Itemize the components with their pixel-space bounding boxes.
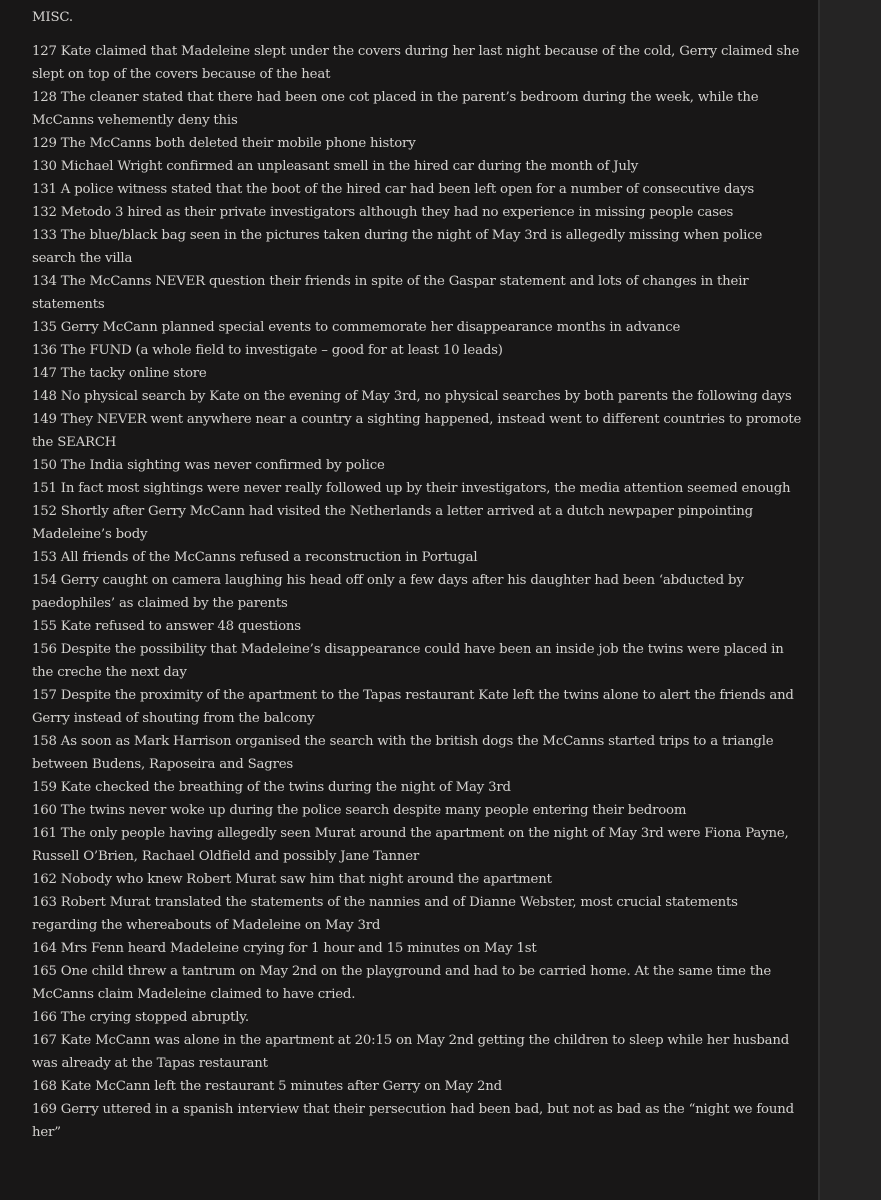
list-item: 166 The crying stopped abruptly. <box>32 1010 249 1025</box>
list-item: 136 The FUND (a whole field to investigate – good for at least 10 leads) <box>32 343 503 358</box>
right-rail <box>818 0 881 1200</box>
misc-list-block <box>32 6 802 1144</box>
list-item: 162 Nobody who knew Robert Murat saw him that night around the apartment <box>32 872 552 887</box>
list-item: 129 The McCanns both deleted their mobile phone history <box>32 136 416 151</box>
list-item: 148 No physical search by Kate on the evening of May 3rd, no physical searches by both parents the following days <box>32 389 792 404</box>
list-item: 131 A police witness stated that the boot of the hired car had been left open for a number of consecutive days <box>32 182 755 197</box>
list-item: 135 Gerry McCann planned special events to commemorate her disappearance months in advance <box>32 320 681 335</box>
list-item: 159 Kate checked the breathing of the twins during the night of May 3rd <box>32 780 511 795</box>
list-item: 163 Robert Murat translated the statements of the nannies and of Dianne Webster, most crucial statements regarding the whereabouts of Madeleine on May 3rd <box>32 895 738 933</box>
list-item: 150 The India sighting was never confirmed by police <box>32 458 385 473</box>
list-item: 160 The twins never woke up during the police search despite many people entering their bedroom <box>32 803 687 818</box>
section-title: MISC. <box>32 10 73 25</box>
list-item: 152 Shortly after Gerry McCann had visited the Netherlands a letter arrived at a dutch newpaper pinpointing Madeleine’s body <box>32 504 753 542</box>
list-item: 158 As soon as Mark Harrison organised the search with the british dogs the McCanns started trips to a triangle between Budens, Raposeira and Sagres <box>32 734 774 772</box>
list-item: 149 They NEVER went anywhere near a country a sighting happened, instead went to different countries to promote the SEARCH <box>32 412 802 450</box>
list-item: 127 Kate claimed that Madeleine slept under the covers during her last night because of the cold, Gerry claimed she slept on top of the covers because of the heat <box>32 44 800 82</box>
list-item: 151 In fact most sightings were never really followed up by their investigators, the media attention seemed enough <box>32 481 791 496</box>
list-item: 167 Kate McCann was alone in the apartment at 20:15 on May 2nd getting the children to sleep while her husband was already at the Tapas restaurant <box>32 1033 790 1071</box>
list-item: 147 The tacky online store <box>32 366 207 381</box>
list-item: 161 The only people having allegedly seen Murat around the apartment on the night of May 3rd were Fiona Payne, Russell O’Brien, Rachael Oldfield and possibly Jane Tanner <box>32 826 789 864</box>
list-item: 128 The cleaner stated that there had been one cot placed in the parent’s bedroom during the week, while the McCanns vehemently deny this <box>32 90 759 128</box>
list-item: 153 All friends of the McCanns refused a reconstruction in Portugal <box>32 550 478 565</box>
list-item: 157 Despite the proximity of the apartment to the Tapas restaurant Kate left the twins alone to alert the friends and Gerry instead of shouting from the balcony <box>32 688 794 726</box>
list-item: 155 Kate refused to answer 48 questions <box>32 619 301 634</box>
list-item: 169 Gerry uttered in a spanish interview that their persecution had been bad, but not as bad as the “night we found her” <box>32 1102 794 1140</box>
list-item: 168 Kate McCann left the restaurant 5 minutes after Gerry on May 2nd <box>32 1079 502 1094</box>
list-item: 154 Gerry caught on camera laughing his head off only a few days after his daughter had been ‘abducted by paedophiles’ as claimed by the parents <box>32 573 744 611</box>
list-item: 156 Despite the possibility that Madeleine’s disappearance could have been an inside job the twins were placed in the creche the next day <box>32 642 784 680</box>
list-item: 133 The blue/black bag seen in the pictures taken during the night of May 3rd is allegedly missing when police search the villa <box>32 228 763 266</box>
list-item: 132 Metodo 3 hired as their private investigators although they had no experience in missing people cases <box>32 205 734 220</box>
list-item: 164 Mrs Fenn heard Madeleine crying for 1 hour and 15 minutes on May 1st <box>32 941 537 956</box>
list-item: 130 Michael Wright confirmed an unpleasant smell in the hired car during the month of July <box>32 159 639 174</box>
list-item: 134 The McCanns NEVER question their friends in spite of the Gaspar statement and lots of changes in their statements <box>32 274 749 312</box>
list-item: 165 One child threw a tantrum on May 2nd on the playground and had to be carried home. At the same time the McCanns claim Madeleine claimed to have cried. <box>32 964 771 1002</box>
